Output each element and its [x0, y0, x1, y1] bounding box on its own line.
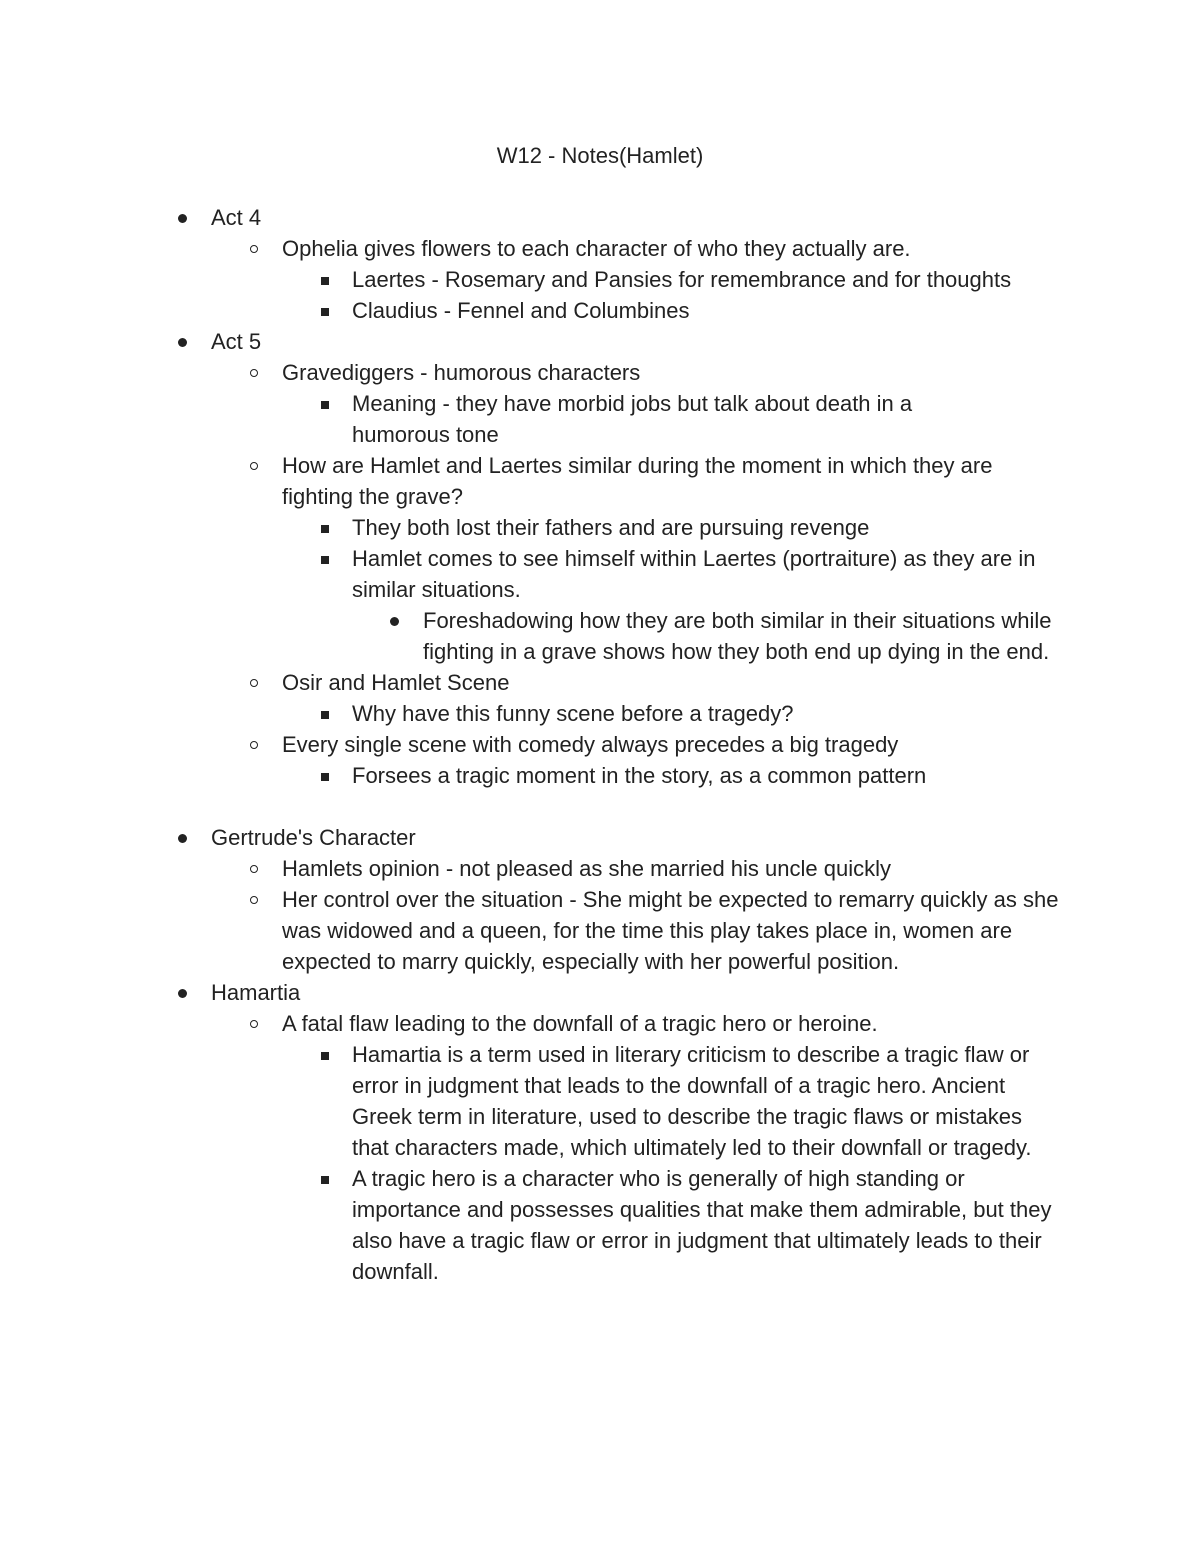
square-bullet-icon	[321, 556, 329, 564]
list-item	[0, 667, 1062, 698]
hollow-bullet-icon	[250, 865, 258, 873]
square-bullet-icon	[321, 401, 329, 409]
sub-list-item	[0, 543, 1042, 605]
section-heading-act-5	[0, 326, 1061, 357]
section-heading-act-4	[0, 202, 1061, 233]
list-item-text: Ophelia gives flowers to each character of who they actually are.	[282, 236, 911, 261]
sub-list-item-text: Hamlet comes to see himself within Laertes (portraiture) as they are in similar situations.	[352, 546, 1036, 602]
deep-list-item-text: Foreshadowing how they are both similar in their situations while fighting in a grave shows how they both end up dying in the end.	[423, 608, 1052, 664]
list-item	[0, 853, 1062, 884]
blank-line	[0, 791, 1200, 822]
section-heading-gertrudes-character	[0, 822, 1061, 853]
sub-list-item	[0, 760, 1062, 791]
list-item-text: Gravediggers - humorous characters	[282, 360, 641, 385]
sub-list-item	[0, 1163, 1062, 1287]
sub-list-item-text: A tragic hero is a character who is generally of high standing or importance and possesses qualities that make them admirable, but they also have a tragic flaw or error in judgment that ultimately leads to their downfall.	[352, 1166, 1052, 1284]
hollow-bullet-icon	[250, 679, 258, 687]
filled-bullet-icon	[178, 834, 187, 843]
sub-list-item-text: Laertes - Rosemary and Pansies for remembrance and for thoughts	[352, 267, 1012, 292]
square-bullet-icon	[321, 1052, 329, 1060]
sub-list-item	[0, 388, 972, 450]
filled-bullet-icon	[390, 617, 399, 626]
list-item	[0, 729, 1062, 760]
list-item	[0, 884, 1062, 977]
section-heading-hamartia	[0, 977, 1061, 1008]
hollow-bullet-icon	[250, 369, 258, 377]
section-heading-text: Gertrude's Character	[211, 825, 416, 850]
notes-outline	[0, 202, 1200, 1287]
list-item-text: A fatal flaw leading to the downfall of a tragic hero or heroine.	[282, 1011, 878, 1036]
hollow-bullet-icon	[250, 741, 258, 749]
hollow-bullet-icon	[250, 1020, 258, 1028]
sub-list-item	[0, 264, 1062, 295]
sub-list-item-text: Meaning - they have morbid jobs but talk about death in a humorous tone	[352, 391, 913, 447]
square-bullet-icon	[321, 711, 329, 719]
hollow-bullet-icon	[250, 896, 258, 904]
sub-list-item-text: Why have this funny scene before a tragedy?	[352, 701, 794, 726]
sub-list-item-text: Claudius - Fennel and Columbines	[352, 298, 690, 323]
list-item-text: How are Hamlet and Laertes similar during the moment in which they are fighting the grave?	[282, 453, 993, 509]
deep-list-item	[0, 605, 1053, 667]
sub-list-item	[0, 512, 1062, 543]
list-item-text: Osir and Hamlet Scene	[282, 670, 510, 695]
sub-list-item	[0, 1039, 1062, 1163]
list-item	[0, 233, 1062, 264]
list-item-text: Hamlets opinion - not pleased as she married his uncle quickly	[282, 856, 891, 881]
section-heading-text: Hamartia	[211, 980, 301, 1005]
hollow-bullet-icon	[250, 245, 258, 253]
section-heading-text: Act 4	[211, 205, 262, 230]
square-bullet-icon	[321, 1176, 329, 1184]
list-item-text: Her control over the situation - She might be expected to remarry quickly as she was widowed and a queen, for the time this play takes place in, women are expected to marry quickly, especially with her powerful position.	[282, 887, 1059, 974]
sub-list-item-text: They both lost their fathers and are pursuing revenge	[352, 515, 870, 540]
section-heading-text: Act 5	[211, 329, 262, 354]
filled-bullet-icon	[178, 214, 187, 223]
filled-bullet-icon	[178, 338, 187, 347]
hollow-bullet-icon	[250, 462, 258, 470]
square-bullet-icon	[321, 277, 329, 285]
sub-list-item-text: Hamartia is a term used in literary criticism to describe a tragic flaw or error in judgment that leads to the downfall of a tragic hero. Ancient Greek term in literature, used to describe the tragic flaws or mistakes that characters made, which ultimately led to their downfall or tragedy.	[352, 1042, 1032, 1160]
filled-bullet-icon	[178, 989, 187, 998]
square-bullet-icon	[321, 525, 329, 533]
list-item-text: Every single scene with comedy always precedes a big tragedy	[282, 732, 899, 757]
list-item	[0, 357, 1062, 388]
square-bullet-icon	[321, 308, 329, 316]
sub-list-item-text: Forsees a tragic moment in the story, as a common pattern	[352, 763, 927, 788]
list-item	[0, 1008, 1062, 1039]
square-bullet-icon	[321, 773, 329, 781]
sub-list-item	[0, 295, 1062, 326]
sub-list-item	[0, 698, 1062, 729]
page-title: W12 - Notes(Hamlet)	[496, 143, 704, 168]
list-item	[0, 450, 1062, 512]
